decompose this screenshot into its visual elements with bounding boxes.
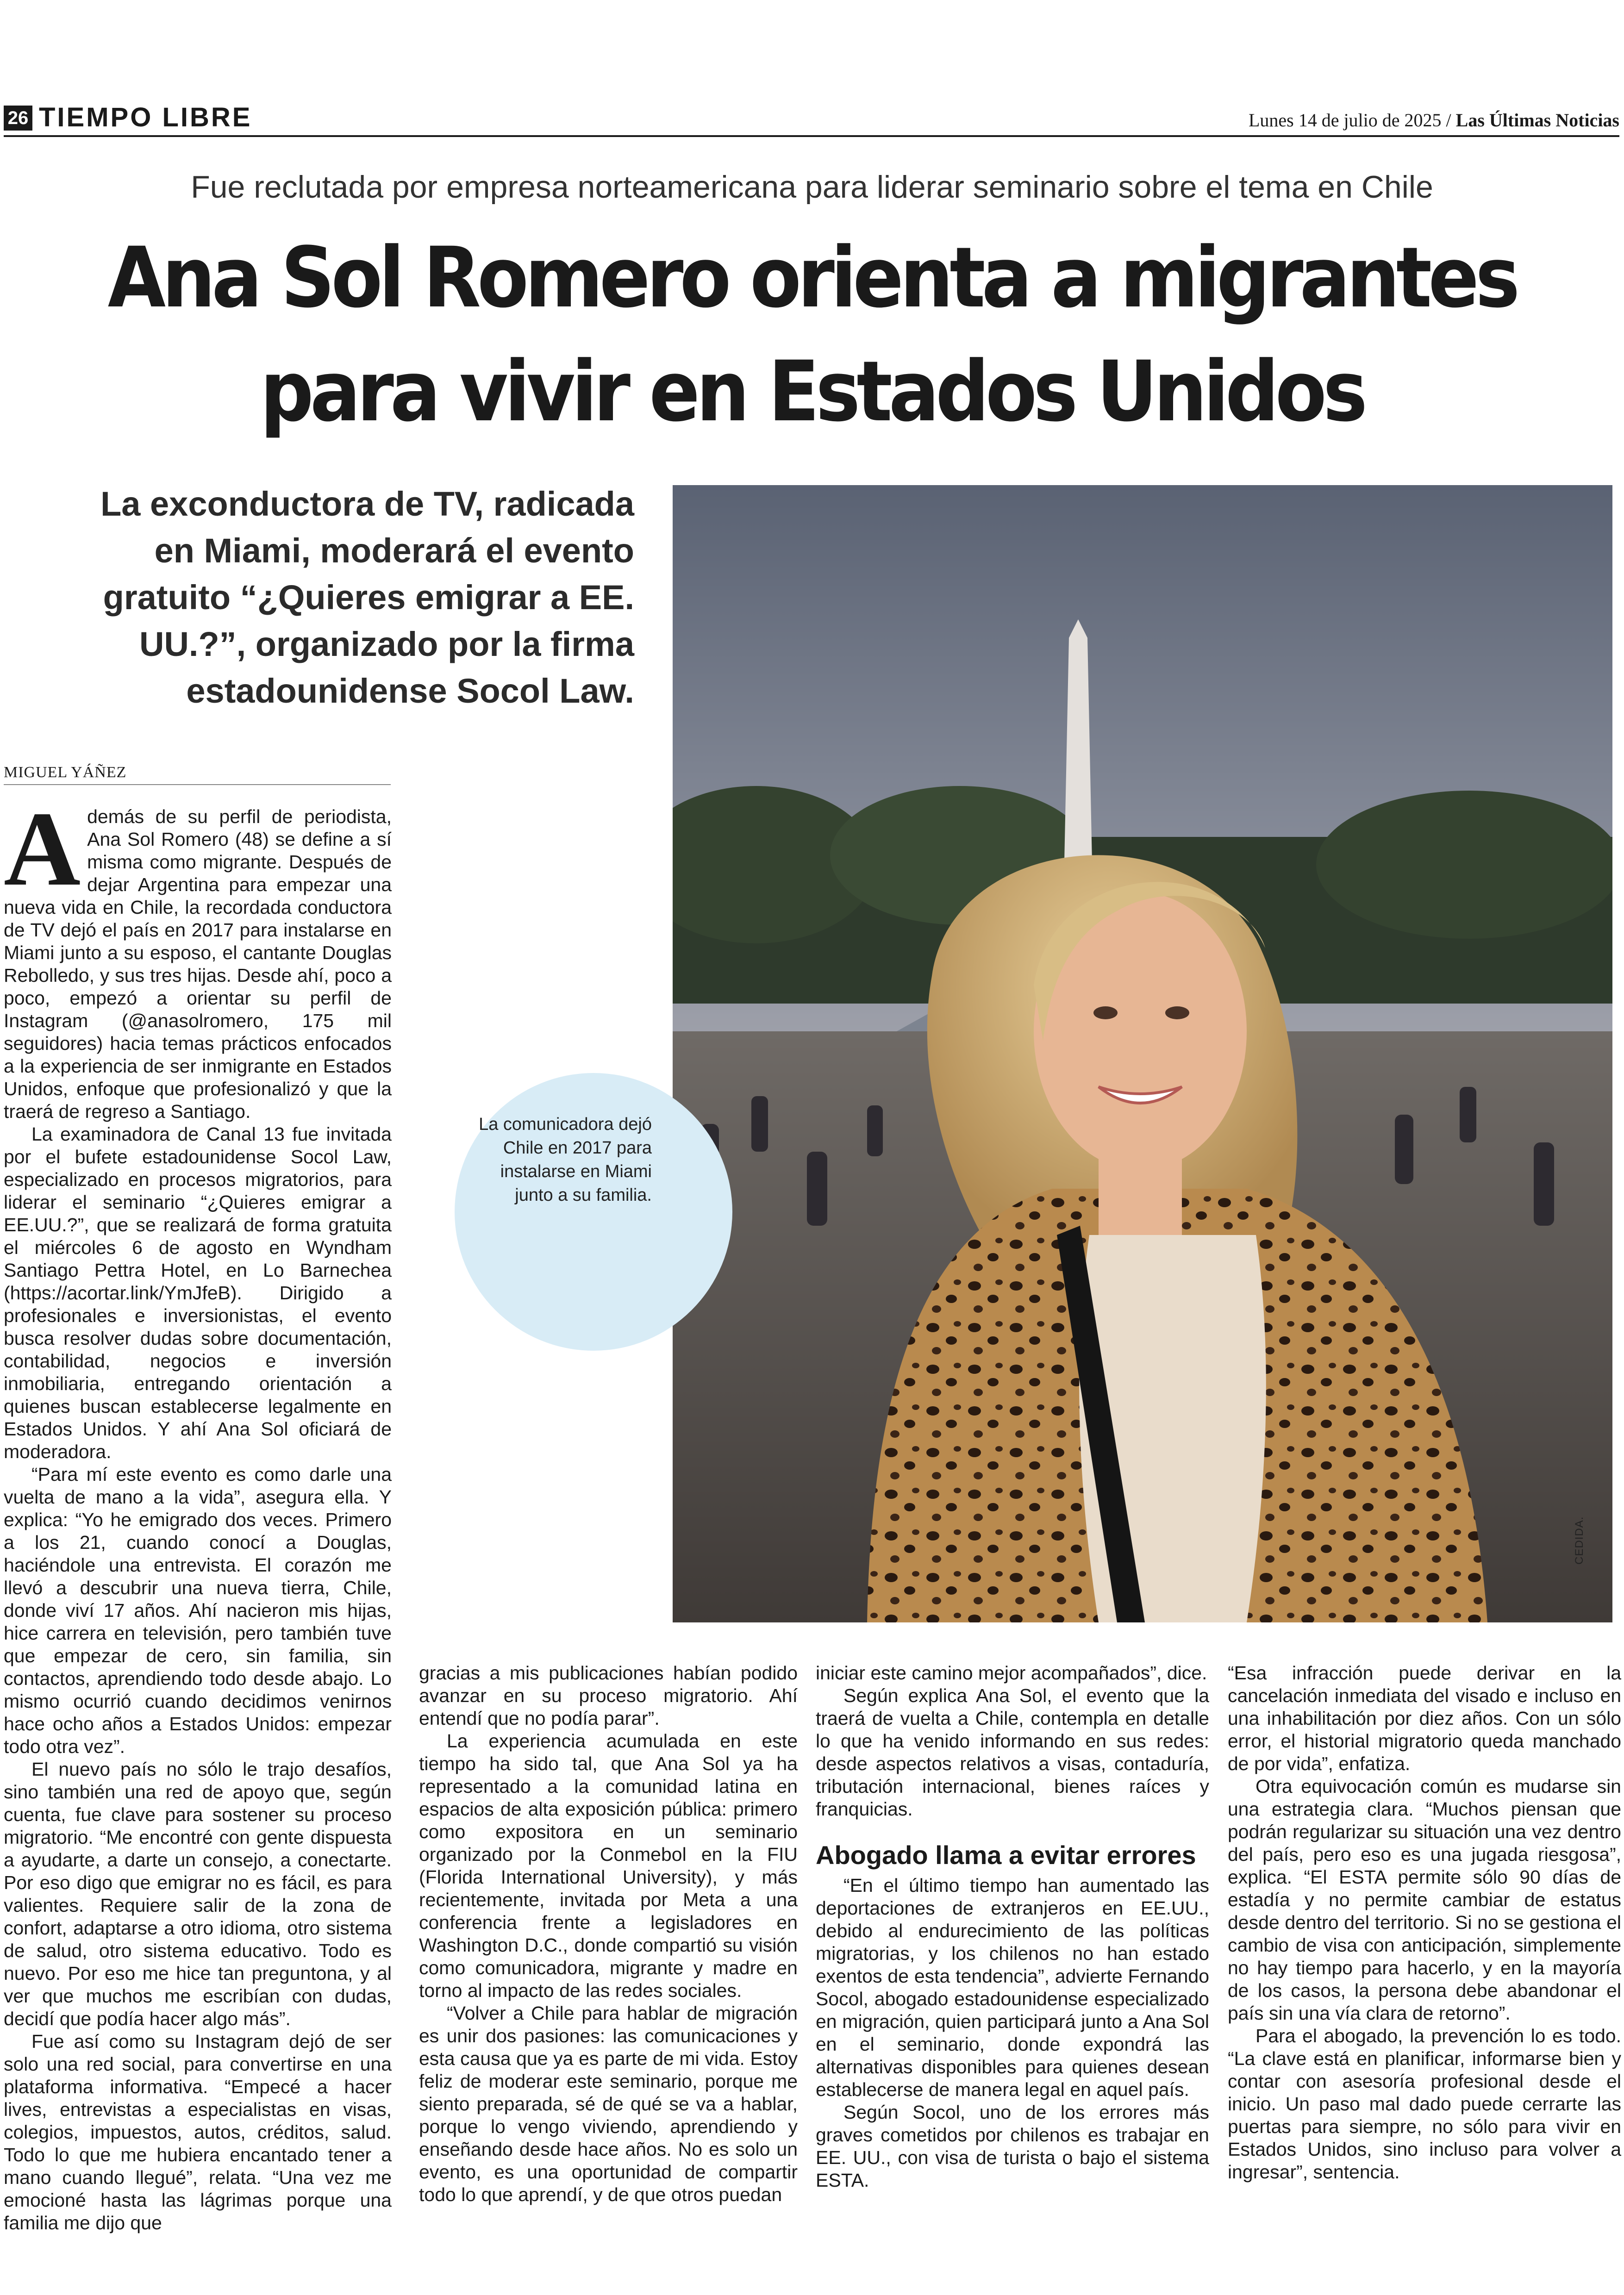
paragraph: “Esa infracción puede derivar en la cancelación inmediata del visado e incluso en una inhabilitación por diez años. Con un sólo error, el historial migratorio queda manchado de por vida”, enfatiza. <box>1228 1662 1621 1774</box>
paragraph: Además de su perfil de periodista, Ana Sol Romero (48) se define a sí misma como migrante. Después de dejar Argentina para empezar una nueva vida en Chile, la recordada conductora de TV dejó el país en 2017 para instalarse en Miami junto a su esposo, el cantante Douglas Rebolledo, y sus tres hijas. Desde ahí, poco a poco, empezó a orientar su perfil de Instagram (@anasolromero, 175 mil seguidores) hacia temas prácticos enfocados a la experiencia de ser inmigrante en Estados Unidos, enfoque que profesionalizó y que la traerá de regreso a Santiago. <box>4 790 392 1122</box>
headline <box>81 221 1543 449</box>
paragraph: Según Socol, uno de los errores más graves cometidos por chilenos es trabajar en EE. UU., con visa de turista o bajo el sistema ESTA. <box>816 2102 1209 2191</box>
paragraph: gracias a mis publicaciones habían podido avanzar en su proceso migratorio. Ahí entendí que no podía parar”. <box>419 1662 798 1729</box>
photo-illustration <box>673 485 1612 1622</box>
body-column-2 <box>419 1662 798 2206</box>
body-column-4 <box>1228 1662 1621 2183</box>
paragraph: La examinadora de Canal 13 fue invitada por el bufete estadounidense Socol Law, especializado en procesos migratorios, para liderar el seminario “¿Quieres emigrar a EE.UU.?”, que se realizará de forma gratuita el miércoles 6 de agosto en Wyndham Santiago Pettra Hotel, en Lo Barnechea (https://acortar.link/YmJfeB). Dirigido a profesionales e inversionistas, el evento busca resolver dudas sobre documentación, contabilidad, negocios e inversión inmobiliaria, entregando orientación a quienes buscan establecerse legalmente en Estados Unidos. Y ahí Ana Sol oficiará de moderadora. <box>4 1123 392 1462</box>
paragraph: “Para mí este evento es como darle una vuelta de mano a la vida”, asegura ella. Y explica: “Yo he emigrado dos veces. Primero a los 21, cuando conocí a Douglas, haciéndole una entrevista. El corazón me llevó a descubrir una nueva tierra, Chile, donde viví 17 años. Ahí nacieron mis hijas, hice carrera en televisión, pero también tuve que empezar de cero, sin familia, sin contactos, aprendiendo todo desde abajo. Lo mismo ocurrió cuando decidimos venirnos hace ocho años a Estados Unidos: empezar todo otra vez”. <box>4 1464 392 1757</box>
paragraph: Otra equivocación común es mudarse sin una estrategia clara. “Muchos piensan que podrán regularizar su situación una vez dentro del país, pero eso es una jugada riesgosa”, explica. “El ESTA permite sólo 90 días de estadía y no permite cambiar de estatus desde dentro del territorio. Si no se gestiona el cambio de visa con anticipación, simplemente no hay tiempo para hacerlo, y en la mayoría de los casos, la persona debe abandonar el país sin una vía clara de retorno”. <box>1228 1776 1621 2024</box>
dateline <box>1249 109 1619 131</box>
drop-cap: A <box>4 790 81 908</box>
photo-caption: La comunicadora dejó Chile en 2017 para instalarse en Miami junto a su familia. <box>479 1115 652 1205</box>
paragraph: Fue así como su Instagram dejó de ser solo una red social, para convertirse en una plataforma informativa. “Empecé a hacer lives, entrevistas a especialistas en visas, colegios, impuestos, autos, créditos, salud. Todo lo que me hubiera encantado tener a mano cuando llegué”, relata. “Una vez me emocioné hasta las lágrimas porque una familia me dijo que <box>4 2031 392 2233</box>
paragraph: iniciar este camino mejor acompañados”, dice. <box>816 1662 1207 1684</box>
paragraph: “En el último tiempo han aumentado las deportaciones de extranjeros en EE.UU., debido al endurecimiento de las políticas migratorias, y los chilenos no han estado exentos de esta tendencia”, advierte Fernando Socol, abogado estadounidense especializado en migración, quien participará junto a Ana Sol en el seminario, donde expondrá las alternativas disponibles para quienes desean establecerse de manera legal en aquel país. <box>816 1875 1209 2100</box>
page-number: 26 <box>4 106 32 131</box>
publication-name: Las Últimas Noticias <box>1455 110 1619 131</box>
article-photo <box>673 485 1612 1622</box>
headline-line-2: para vivir en Estados Unidos <box>260 343 1364 440</box>
paragraph: La experiencia acumulada en este tiempo ha sido tal, que Ana Sol ya ha representado a la comunidad latina en espacios de alta exposición pública: primero como expositora en un seminario organizado por la Conmebol en la FIU (Florida International University), y más recientemente, invitada por Meta a una conferencia frente a legisladores en Washington D.C., donde compartió su visión como comunicadora, migrante y madre en torno al impacto de las redes sociales. <box>419 1730 798 2001</box>
issue-date: Lunes 14 de julio de 2025 <box>1248 110 1442 131</box>
deck: La exconductora de TV, radicada en Miami, moderará el evento gratuito “¿Quieres emigrar a EE. UU.?”, organizado por la firma estadounidense Socol Law. <box>100 485 634 710</box>
dateline-separator: / <box>1446 110 1451 131</box>
body-column-3 <box>816 1662 1209 2192</box>
paragraph: Según explica Ana Sol, el evento que la traerá de vuelta a Chile, contempla en detalle lo que ha venido informando en sus redes: desde aspectos relativos a visas, contaduría, tributación internacional, bienes raíces y franquicias. <box>816 1685 1209 1820</box>
paragraph: Para el abogado, la prevención lo es todo. “La clave está en planificar, informarse bien y contar con asesoría profesional desde el inicio. Un paso mal dado puede cerrarte las puertas para siempre, no sólo para vivir en Estados Unidos, sino incluso para volver a ingresar”, sentencia. <box>1228 2025 1621 2183</box>
photo-credit: CEDIDA. <box>1573 1516 1586 1565</box>
header-rule <box>4 135 1619 137</box>
subheading: Abogado llama a evitar errores <box>816 1840 1196 1870</box>
paragraph: El nuevo país no sólo le trajo desafíos, sino también una red de apoyo que, según cuenta, fue clave para sostener su proceso migratorio. “Me encontré con gente dispuesta a ayudarte, a darte un consejo, a conectarte. Por eso digo que emigrar no es fácil, es para valientes. Requiere salir de la zona de confort, adaptarse a otro idioma, otro sistema de salud, otro sistema educativo. Todo es nuevo. Por eso me hice tan preguntona, y al ver que muchos me escribían con dudas, decidí que podía hacer algo más”. <box>4 1759 392 2029</box>
paragraph: “Volver a Chile para hablar de migración es unir dos pasiones: las comunicaciones y esta causa que ya es parte de mi vida. Estoy feliz de moderar este seminario, porque me siento preparada, sé de qué se va a hablar, porque lo vengo viviendo, aprendiendo y enseñando desde hace años. No es solo un evento, es una oportunidad de compartir todo lo que aprendí, y de que otros puedan <box>419 2002 798 2205</box>
kicker: Fue reclutada por empresa norteamericana para liderar seminario sobre el tema en Chile <box>191 169 1433 205</box>
headline-line-1: Ana Sol Romero orienta a migrantes <box>107 230 1517 326</box>
section-title: TIEMPO LIBRE <box>39 102 252 132</box>
byline: MIGUEL YÁÑEZ <box>4 764 391 785</box>
body-column-1 <box>4 790 392 2234</box>
